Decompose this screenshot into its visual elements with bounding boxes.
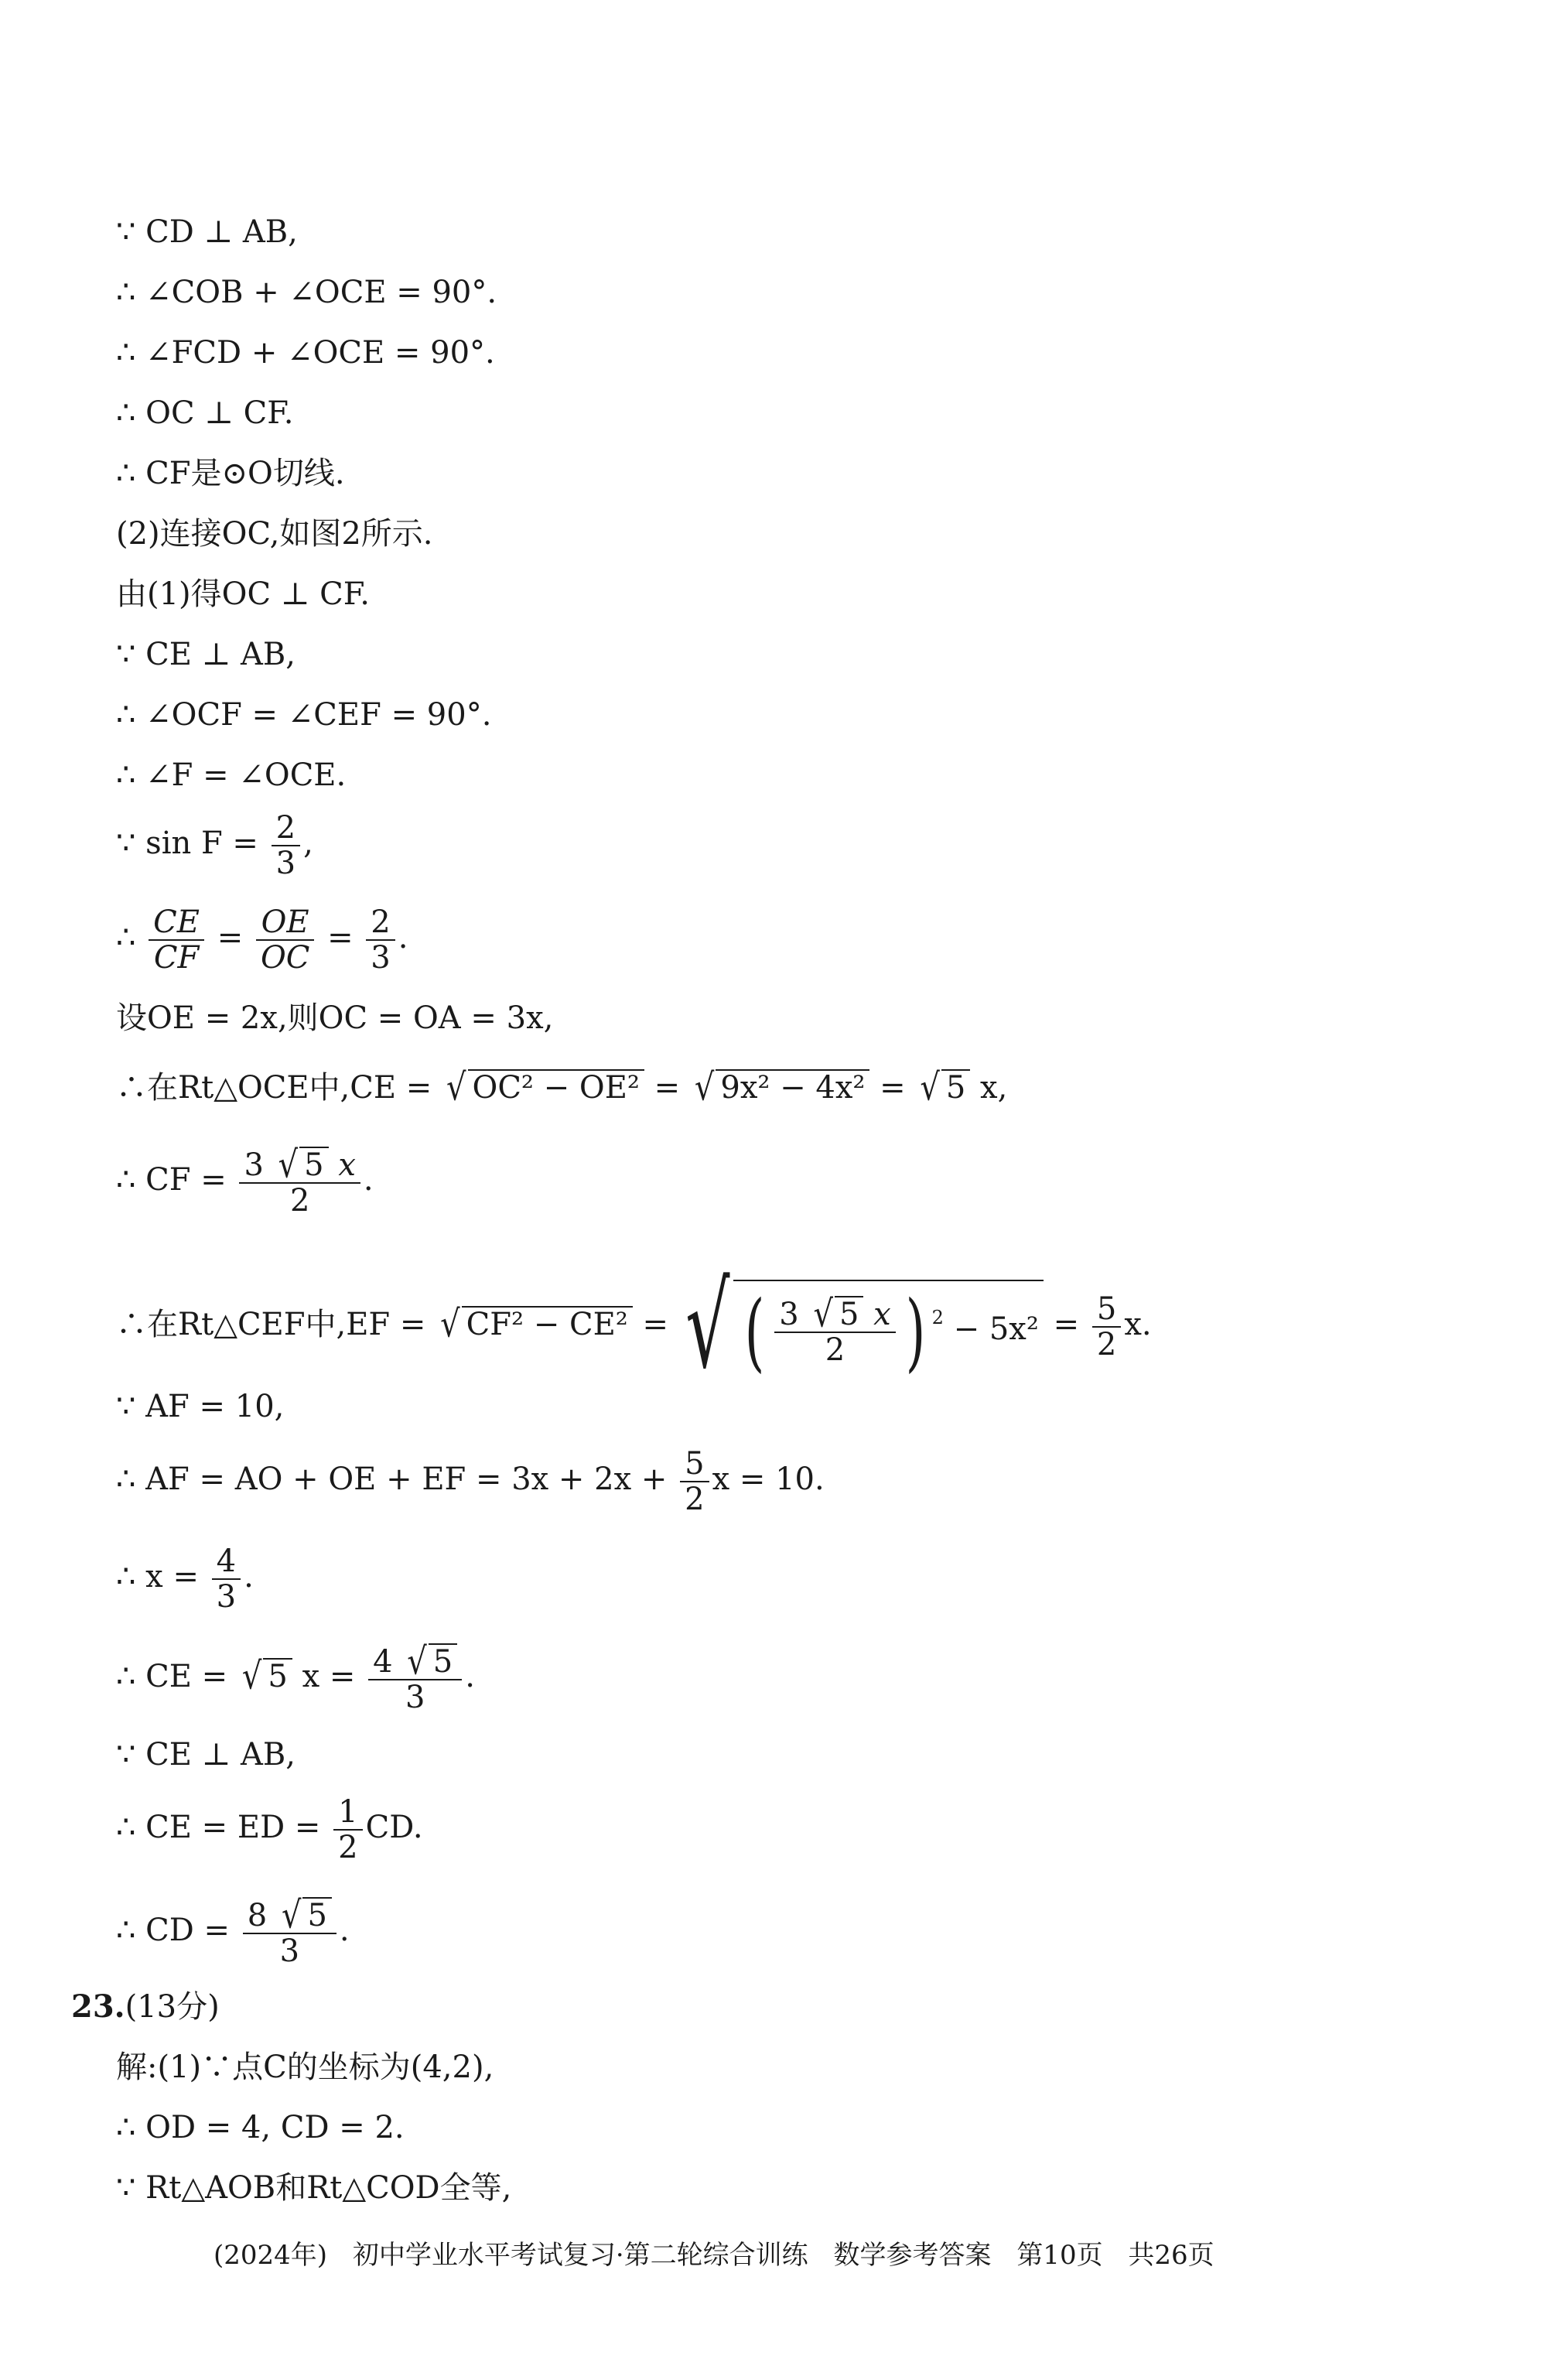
equals: = <box>880 1070 906 1106</box>
footer-year: (2024年) <box>214 2240 328 2271</box>
denominator: 3 <box>279 1933 300 1969</box>
numerator: CE <box>149 905 204 941</box>
radicand: 5 <box>302 1897 331 1933</box>
ce-line <box>116 1066 1008 1109</box>
proof-line: ∴ ∠COB + ∠OCE = 90°. <box>116 275 497 310</box>
radicand: 5 <box>429 1643 457 1679</box>
left-paren-icon: ( <box>744 1282 765 1381</box>
equals: = <box>642 1307 669 1342</box>
footer-subject: 数学参考答案 <box>833 2240 992 2271</box>
radicand: OC² − OE² <box>468 1069 644 1105</box>
ce-ed-line <box>116 1795 423 1865</box>
sin-line <box>116 811 313 880</box>
ef-lead: ∴在Rt△CEF中,EF = <box>116 1307 426 1342</box>
fraction <box>333 1795 362 1865</box>
sqrt-icon: √ <box>241 1655 262 1698</box>
proof-line: 由(1)得OC ⊥ CF. <box>116 576 370 612</box>
numerator: 2 <box>272 811 300 846</box>
big-sqrt-icon: √ <box>685 1260 730 1394</box>
right-paren-icon: ) <box>905 1282 926 1381</box>
tail: x. <box>1124 1307 1152 1342</box>
denominator: 3 <box>216 1579 237 1615</box>
fraction <box>272 811 300 880</box>
denominator: CF <box>153 940 200 976</box>
numerator <box>774 1293 895 1336</box>
proof-line: (2)连接OC,如图2所示. <box>116 516 433 552</box>
ce-value-lead: ∴ CE = <box>116 1659 228 1694</box>
sqrt-icon: √ <box>446 1066 466 1109</box>
ef-line <box>116 1260 1152 1394</box>
ratio-lead: ∴ <box>116 920 136 956</box>
radicand: 5 <box>835 1296 863 1332</box>
sqrt-icon: √ <box>694 1066 715 1109</box>
coef: 4 <box>373 1644 393 1680</box>
tail: CD. <box>365 1810 423 1845</box>
numerator: OE <box>256 905 314 941</box>
cd-value-line <box>116 1894 350 1969</box>
radicand: 5 <box>263 1658 292 1694</box>
denominator: 2 <box>338 1830 358 1865</box>
proof-line: ∴ CF是⊙O切线. <box>116 456 345 491</box>
tail: . <box>244 1559 254 1595</box>
solution-line: ∵ Rt△AOB和Rt△COD全等, <box>116 2170 512 2206</box>
tail: . <box>339 1913 350 1948</box>
proof-line: ∴ ∠F = ∠OCE. <box>116 757 347 793</box>
numerator <box>243 1894 336 1937</box>
x-line <box>116 1544 254 1614</box>
numerator <box>239 1144 360 1187</box>
var: x <box>873 1297 891 1332</box>
solution-line: ∴ OD = 4, CD = 2. <box>116 2110 405 2145</box>
ce-lead: ∴在Rt△OCE中,CE = <box>116 1070 432 1106</box>
fraction <box>368 1640 462 1715</box>
footer-page: 第10页 <box>1016 2240 1103 2271</box>
question-points: (13分) <box>125 1989 220 2025</box>
tail: x, <box>980 1070 1008 1106</box>
sqrt-icon: √ <box>813 1293 833 1336</box>
exponent: 2 <box>931 1307 944 1328</box>
ce-value-line <box>116 1640 475 1715</box>
denominator: 2 <box>685 1482 705 1517</box>
denominator: 3 <box>405 1680 425 1715</box>
fraction <box>243 1894 336 1969</box>
tail: , <box>303 826 313 861</box>
footer-total: 共26页 <box>1128 2240 1214 2271</box>
proof-line: ∵ CD ⊥ AB, <box>116 214 298 250</box>
cd-value-lead: ∴ CD = <box>116 1913 231 1948</box>
page-footer <box>214 2240 1232 2271</box>
tail: x = 10. <box>712 1461 825 1497</box>
radicand: 9x² − 4x² <box>716 1069 869 1105</box>
radicand: CF² − CE² <box>462 1306 633 1342</box>
ce-ed-lead: ∴ CE = ED = <box>116 1810 321 1845</box>
coef: 3 <box>244 1147 264 1183</box>
numerator: 5 <box>680 1447 709 1482</box>
big-radicand <box>733 1280 1044 1381</box>
equals: = <box>217 920 244 956</box>
denominator: 3 <box>275 846 296 881</box>
radicand: 5 <box>299 1147 328 1182</box>
fraction <box>680 1447 709 1516</box>
numerator: 4 <box>212 1544 241 1580</box>
af-sum-line <box>116 1447 825 1516</box>
af-line: ∵ AF = 10, <box>116 1389 285 1424</box>
question-23-header <box>71 1988 220 2026</box>
sqrt-icon: √ <box>920 1066 940 1109</box>
sqrt-icon: √ <box>440 1303 460 1346</box>
fraction-ce-cf <box>149 905 204 975</box>
equals: = <box>654 1070 681 1106</box>
equals: = <box>327 920 354 956</box>
question-number: 23. <box>71 1988 125 2025</box>
fraction <box>212 1544 241 1614</box>
numerator: 1 <box>333 1795 362 1831</box>
proof-line: ∴ OC ⊥ CF. <box>116 395 294 431</box>
ratio-line <box>116 905 408 975</box>
sqrt-icon: √ <box>278 1144 299 1187</box>
numerator: 2 <box>366 905 395 941</box>
denominator: 2 <box>289 1183 310 1219</box>
mid: x = <box>302 1659 356 1694</box>
cf-line <box>116 1144 374 1219</box>
solution-line: 解:(1)∵点C的坐标为(4,2), <box>116 2050 494 2085</box>
sin-lead: ∵ sin F = <box>116 826 258 861</box>
fraction-2-3 <box>366 905 395 975</box>
tail: . <box>465 1659 475 1694</box>
fraction <box>239 1144 360 1219</box>
var: x <box>338 1147 356 1183</box>
fraction-oe-oc <box>256 905 314 975</box>
fraction <box>1092 1292 1121 1362</box>
denominator: 3 <box>371 940 391 976</box>
proof-line: ∵ CE ⊥ AB, <box>116 637 296 672</box>
coef: 8 <box>247 1898 268 1933</box>
ce-ab-line: ∵ CE ⊥ AB, <box>116 1737 296 1773</box>
x-lead: ∴ x = <box>116 1559 199 1595</box>
cf-lead: ∴ CF = <box>116 1162 227 1198</box>
denominator: 2 <box>1096 1327 1117 1362</box>
numerator <box>368 1640 462 1684</box>
denominator: 2 <box>825 1332 845 1368</box>
footer-book: 初中学业水平考试复习·第二轮综合训练 <box>352 2240 808 2271</box>
equals: = <box>1053 1307 1080 1342</box>
tail: . <box>398 920 408 956</box>
radicand: 5 <box>941 1069 970 1105</box>
minus-term: − 5x² <box>953 1311 1039 1347</box>
sqrt-icon: √ <box>407 1640 427 1684</box>
tail: . <box>363 1162 374 1198</box>
set-x-line: 设OE = 2x,则OC = OA = 3x, <box>116 1000 554 1036</box>
coef: 3 <box>779 1297 799 1332</box>
proof-line: ∴ ∠FCD + ∠OCE = 90°. <box>116 335 495 371</box>
fraction <box>774 1293 895 1368</box>
numerator: 5 <box>1092 1292 1121 1328</box>
denominator: OC <box>260 940 310 976</box>
sqrt-icon: √ <box>281 1894 302 1937</box>
proof-line: ∴ ∠OCF = ∠CEF = 90°. <box>116 697 492 733</box>
af-sum-lead: ∴ AF = AO + OE + EF = 3x + 2x + <box>116 1461 668 1497</box>
